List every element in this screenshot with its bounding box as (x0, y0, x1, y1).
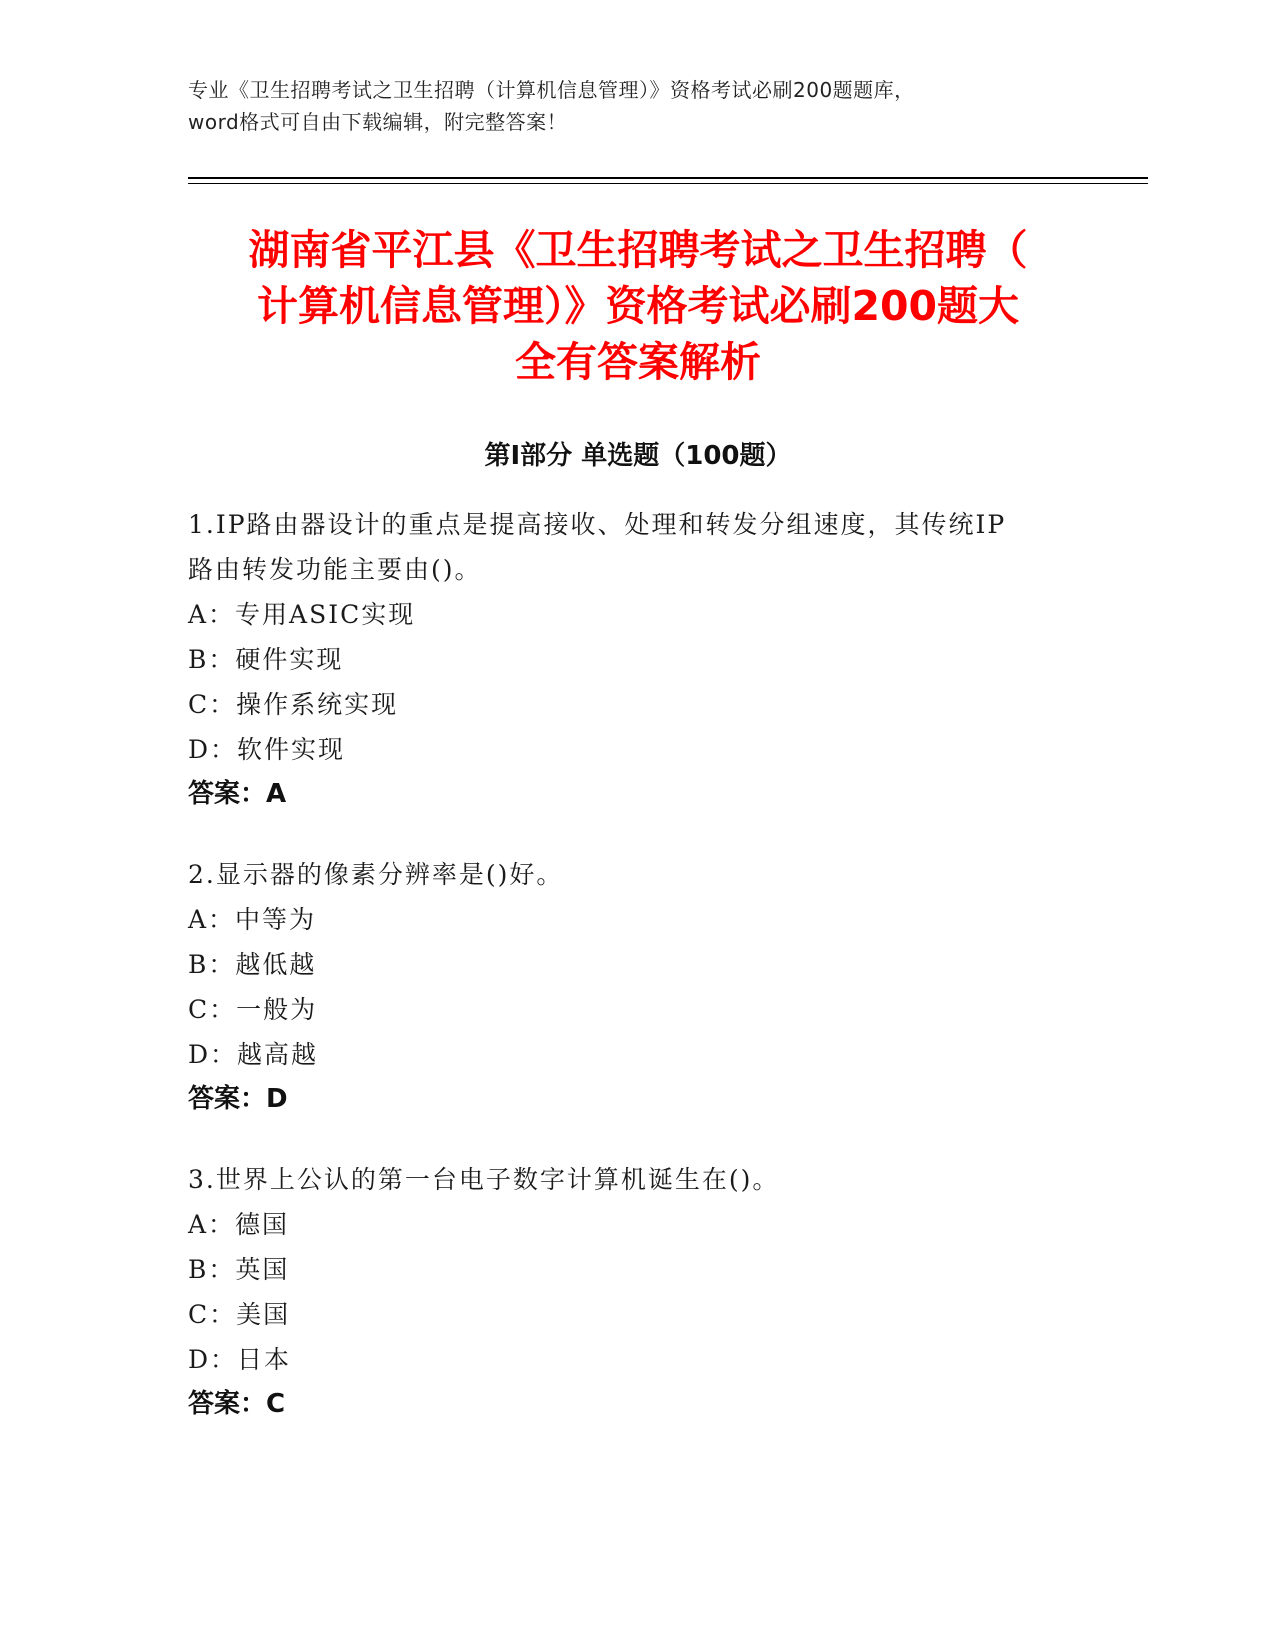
option-c: C：一般为 (188, 995, 318, 1024)
question-2 (188, 852, 1088, 1122)
question-stem: 1.IP路由器设计的重点是提高接收、处理和转发分组速度，其传统IP (188, 510, 1007, 539)
header-note (188, 74, 1088, 138)
option-b: B：硬件实现 (188, 645, 344, 674)
option-d: D：越高越 (188, 1040, 319, 1069)
option-d: D：软件实现 (188, 735, 346, 764)
header-note-line-1: 专业《卫生招聘考试之卫生招聘（计算机信息管理）》资格考试必刷200题题库， (188, 78, 915, 102)
option-a: A：德国 (188, 1210, 290, 1239)
document-title-line-2: 计算机信息管理）》资格考试必刷200题大 (256, 282, 1020, 330)
question-stem: 2.显示器的像素分辨率是()好。 (188, 860, 564, 889)
document-title-line-3: 全有答案解析 (515, 338, 761, 386)
question-3 (188, 1157, 1088, 1427)
option-c: C：美国 (188, 1300, 291, 1329)
option-b: B：越低越 (188, 950, 317, 979)
option-a: A：专用ASIC实现 (188, 600, 416, 629)
question-1 (188, 502, 1088, 817)
option-a: A：中等为 (188, 905, 317, 934)
option-b: B：英国 (188, 1255, 290, 1284)
answer: 答案：A (188, 779, 287, 809)
option-d: D：日本 (188, 1345, 292, 1374)
question-stem: 3.世界上公认的第一台电子数字计算机诞生在()。 (188, 1165, 780, 1194)
document-title (188, 222, 1088, 390)
section-heading: 第Ⅰ部分 单选题（100题） (484, 441, 792, 471)
document-title-line-1: 湖南省平江县《卫生招聘考试之卫生招聘（ (248, 226, 1028, 274)
header-divider-thin (188, 183, 1148, 184)
option-c: C：操作系统实现 (188, 690, 399, 719)
question-stem-continued: 路由转发功能主要由()。 (188, 555, 482, 584)
answer: 答案：D (188, 1084, 288, 1114)
header-divider-thick (188, 177, 1148, 179)
header-note-line-2: word格式可自由下载编辑，附完整答案！ (188, 110, 568, 134)
answer: 答案：C (188, 1389, 286, 1419)
